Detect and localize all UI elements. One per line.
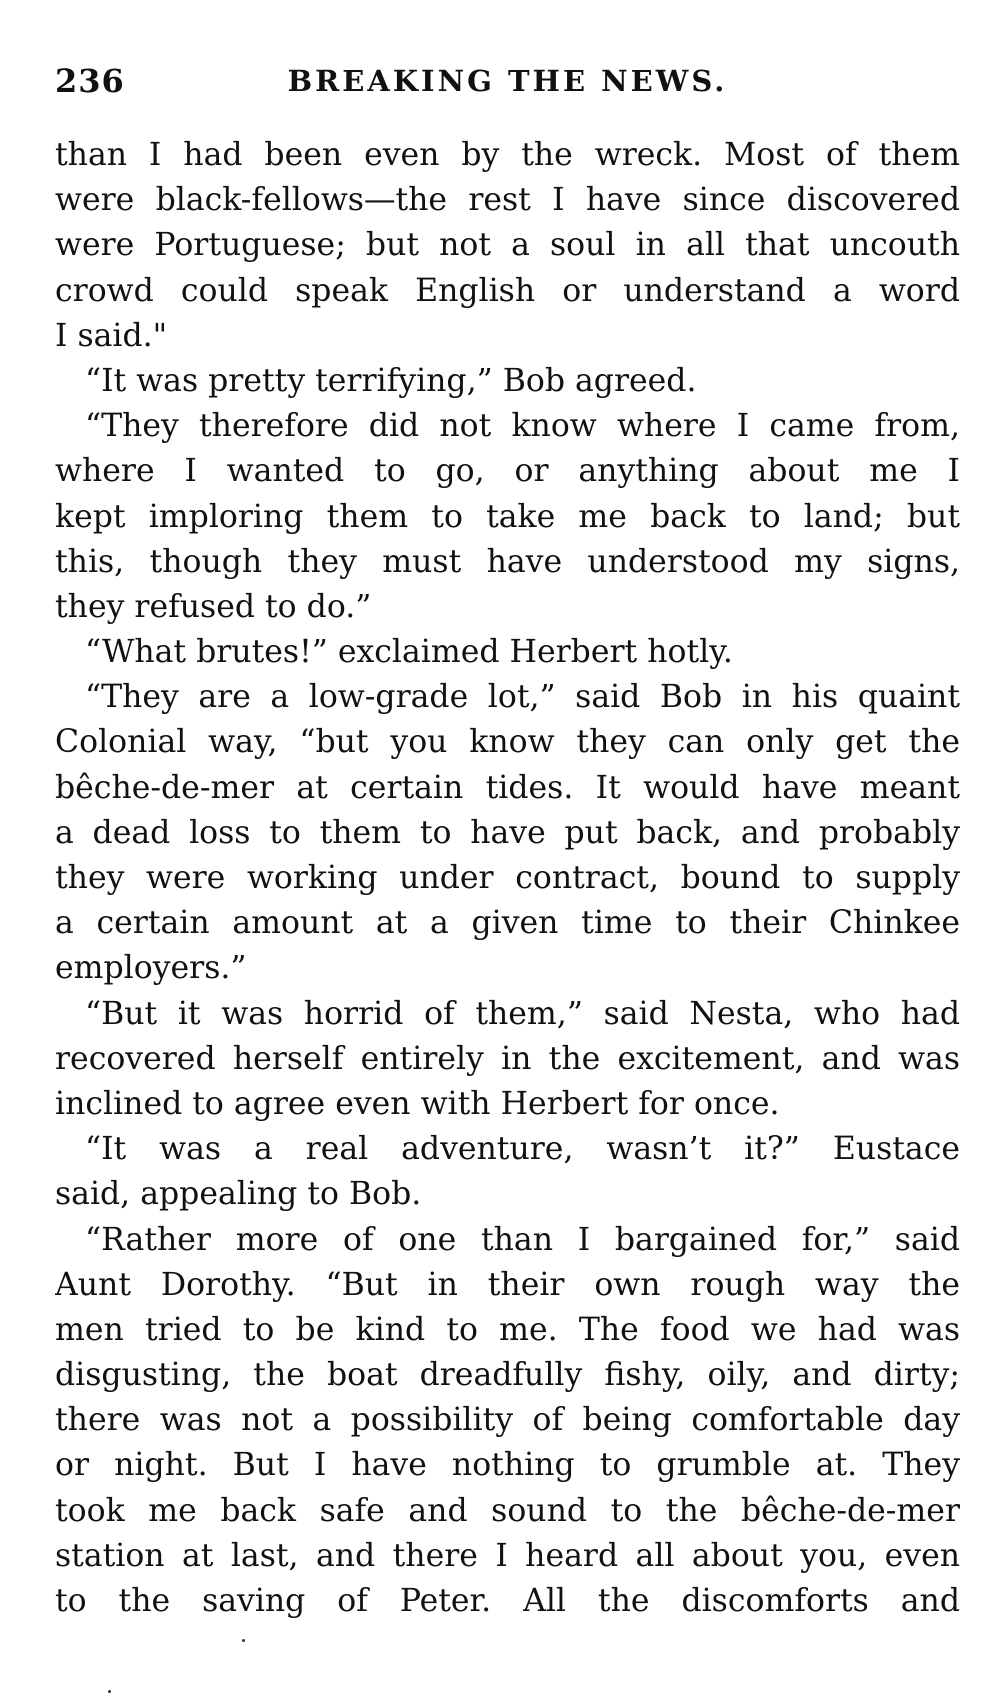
text-line: where I wanted to go, or anything about me I xyxy=(55,453,960,490)
text-line: to the saving of Peter. All the discomforts and xyxy=(55,1583,960,1619)
text-line: station at last, and there I heard all about you, even xyxy=(55,1537,960,1574)
text-line: “But it was horrid of them,” said Nesta, who had xyxy=(85,995,960,1032)
text-line: disgusting, the boat dreadfully fishy, oily, and dirty; xyxy=(55,1357,960,1394)
text-line: they were working under contract, bound to supply xyxy=(55,860,960,896)
text-line: Colonial way, “but you know they can only get the xyxy=(55,724,960,761)
text-line: “They therefore did not know where I came from, xyxy=(85,408,960,445)
print-speck xyxy=(108,1690,111,1693)
text-line: “What brutes!” exclaimed Herbert hotly. xyxy=(85,634,733,671)
print-speck xyxy=(242,1639,245,1642)
text-line: than I had been even by the wreck. Most of them xyxy=(55,137,960,173)
text-line: or night. But I have nothing to grumble at. They xyxy=(55,1447,960,1484)
text-line: kept imploring them to take me back to land; but xyxy=(55,498,960,535)
text-line: there was not a possibility of being comfortable day xyxy=(55,1402,960,1439)
text-line: “It was pretty terrifying,” Bob agreed. xyxy=(85,362,697,399)
body-text xyxy=(55,133,960,1624)
page-header xyxy=(55,62,960,106)
text-line: inclined to agree even with Herbert for once. xyxy=(55,1085,780,1122)
text-line: a certain amount at a given time to their Chinkee xyxy=(55,905,960,942)
page-number: 236 xyxy=(55,62,125,100)
running-title: BREAKING THE NEWS. xyxy=(287,64,728,98)
text-line: bêche-de-mer at certain tides. It would have meant xyxy=(55,769,960,806)
text-line: “Rather more of one than I bargained for,” said xyxy=(85,1221,960,1258)
text-line: recovered herself entirely in the excitement, and was xyxy=(55,1040,960,1077)
text-line: took me back safe and sound to the bêche-de-mer xyxy=(55,1492,960,1529)
text-line: said, appealing to Bob. xyxy=(55,1176,422,1213)
text-line: “They are a low-grade lot,” said Bob in his quaint xyxy=(85,679,960,716)
text-line: were Portuguese; but not a soul in all that uncouth xyxy=(55,227,960,264)
text-line: “It was a real adventure, wasn’t it?” Eustace xyxy=(85,1131,960,1168)
text-line: a dead loss to them to have put back, and probably xyxy=(55,814,960,851)
text-line: employers.” xyxy=(55,950,247,987)
text-line: they refused to do.” xyxy=(55,588,372,625)
text-line: this, though they must have understood my signs, xyxy=(55,543,960,580)
text-line: I said." xyxy=(55,317,168,354)
text-line: crowd could speak English or understand a word xyxy=(55,272,960,309)
text-line: were black-fellows—the rest I have since discovered xyxy=(55,182,960,219)
text-line: Aunt Dorothy. “But in their own rough way the xyxy=(55,1266,960,1303)
text-line: men tried to be kind to me. The food we had was xyxy=(55,1311,960,1348)
